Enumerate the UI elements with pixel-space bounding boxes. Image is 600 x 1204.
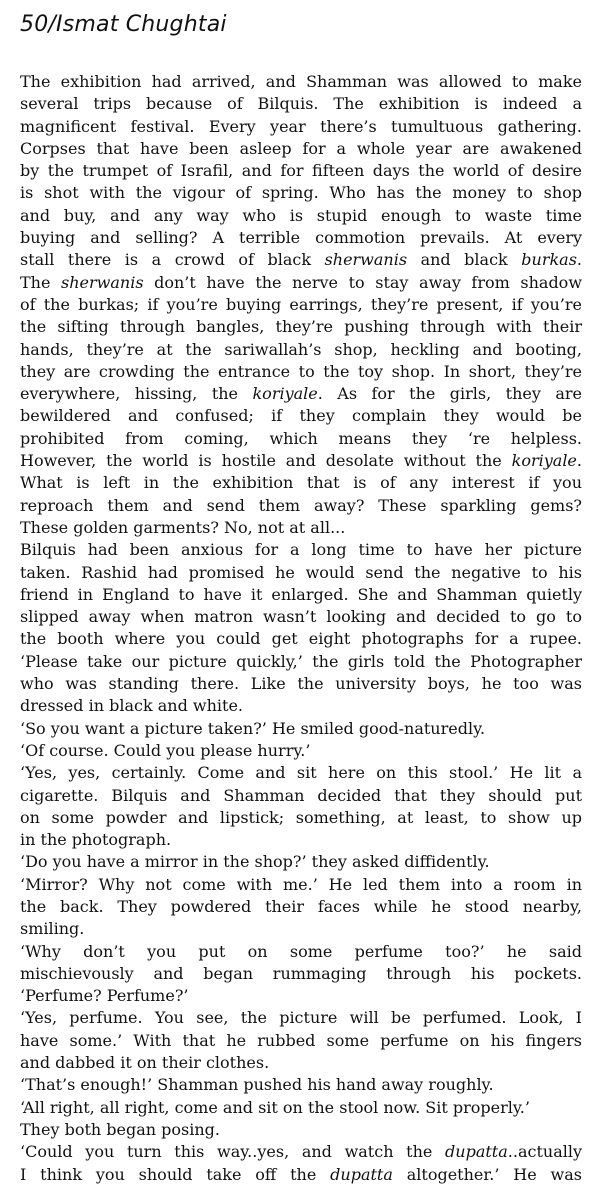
italic-term: burkas: [521, 250, 577, 270]
text-line: The exhibition had arrived, and Shamman was allowed to make: [20, 72, 582, 91]
text-line: ‘Perfume? Perfume?’: [20, 986, 189, 1006]
text-line: on some powder and lipstick; something, at least, to show up: [20, 807, 582, 827]
text-line: have some.’ With that he rubbed some perfume on his fingers: [20, 1030, 582, 1050]
text-line: of the burkas; if you’re buying earrings, they’re present, if you’re: [20, 294, 582, 314]
text-line: The sherwanis don’t have the nerve to stay away from shadow: [20, 272, 583, 292]
text-line: the back. They powdered their faces while he stood nearby,: [20, 896, 582, 916]
italic-term: sherwanis: [324, 250, 408, 270]
text-line: ‘Mirror? Why not come with me.’ He led them into a room in: [20, 874, 582, 894]
text-line: ‘That’s enough!’ Shamman pushed his hand away roughly.: [20, 1075, 494, 1095]
italic-term: koriyale: [511, 451, 577, 471]
text-line: they are crowding the entrance to the toy shop. In short, they’re: [20, 361, 582, 381]
body-text: [20, 71, 582, 1186]
text-line: I think you should take off the dupatta altogether.’ He was: [20, 1164, 582, 1184]
text-line: ‘Of course. Could you please hurry.’: [20, 740, 311, 760]
text-line: magnificent festival. Every year there’s tumultuous gathering.: [20, 116, 582, 136]
text-line: ‘Please take our picture quickly,’ the girls told the Photographer: [20, 651, 582, 671]
author-name: Ismat Chughtai: [56, 12, 227, 37]
text-line: hands, they’re at the sariwallah’s shop, heckling and booting,: [20, 339, 582, 359]
text-line: They both began posing.: [20, 1119, 220, 1139]
text-line: ‘All right, all right, come and sit on the stool now. Sit properly.’: [20, 1097, 530, 1117]
text-line: smiling.: [20, 919, 85, 939]
text-line: is shot with the vigour of spring. Who has the money to shop: [20, 183, 582, 203]
text-line: and buy, and any way who is stupid enough to waste time: [20, 205, 582, 225]
text-line: slipped away when matron wasn’t looking and decided to go to: [20, 607, 582, 627]
text-line: cigarette. Bilquis and Shamman decided that they should put: [20, 785, 582, 805]
text-line: prohibited from coming, which means they ‘re helpless.: [20, 428, 582, 448]
text-line: taken. Rashid had promised he would send the negative to his: [20, 562, 582, 582]
text-line: buying and selling? A terrible commotion prevails. At every: [20, 228, 582, 248]
text-line: ‘Why don’t you put on some perfume too?’ he said: [20, 941, 582, 961]
text-line: ‘Yes, perfume. You see, the picture will be perfumed. Look, I: [20, 1008, 582, 1028]
text-line: ‘Do you have a mirror in the shop?’ they asked diffidently.: [20, 852, 490, 872]
text-line: the sifting through bangles, they’re pushing through with their: [20, 317, 582, 337]
italic-term: dupatta: [445, 1142, 508, 1162]
italic-term: dupatta: [330, 1164, 393, 1184]
text-line: everywhere, hissing, the koriyale. As for the girls, they are: [20, 384, 583, 404]
italic-term: koriyale: [252, 384, 318, 404]
text-line: who was standing there. Like the university boys, he too was: [20, 674, 582, 694]
text-line: What is left in the exhibition that is of any interest if you: [20, 473, 582, 493]
text-line: Corpses that have been asleep for a whole year are awakened: [20, 138, 582, 158]
text-line: ‘Could you turn this way..yes, and watch the dupatta..actually: [20, 1142, 582, 1162]
text-line: friend in England to have it enlarged. She and Shamman quietly: [20, 584, 582, 604]
text-line: stall there is a crowd of black sherwanis and black burkas.: [20, 250, 582, 270]
text-line: However, the world is hostile and desolate without the koriyale.: [20, 451, 582, 471]
text-line: Bilquis had been anxious for a long time to have her picture: [20, 540, 582, 560]
text-line: several trips because of Bilquis. The exhibition is indeed a: [20, 94, 582, 114]
text-line: mischievously and began rummaging through his pockets.: [20, 963, 582, 983]
page-number: 50: [20, 12, 49, 37]
text-line: in the photograph.: [20, 830, 172, 850]
text-line: the booth where you could get eight photographs for a rupee.: [20, 629, 582, 649]
text-line: bewildered and confused; if they complain they would be: [20, 406, 582, 426]
text-line: by the trumpet of Israfil, and for fifteen days the world of desire: [20, 161, 582, 181]
text-line: ‘Yes, yes, certainly. Come and sit here on this stool.’ He lit a: [20, 763, 582, 783]
text-line: These golden garments? No, not at all...: [20, 517, 346, 537]
text-line: ‘So you want a picture taken?’ He smiled good-naturedly.: [20, 718, 486, 738]
text-line: dressed in black and white.: [20, 696, 243, 716]
running-head: [20, 12, 227, 37]
text-line: reproach them and send them away? These sparkling gems?: [20, 495, 582, 515]
header-separator: /: [48, 12, 57, 37]
text-line: and dabbed it on their clothes.: [20, 1053, 270, 1073]
italic-term: sherwanis: [61, 272, 144, 292]
